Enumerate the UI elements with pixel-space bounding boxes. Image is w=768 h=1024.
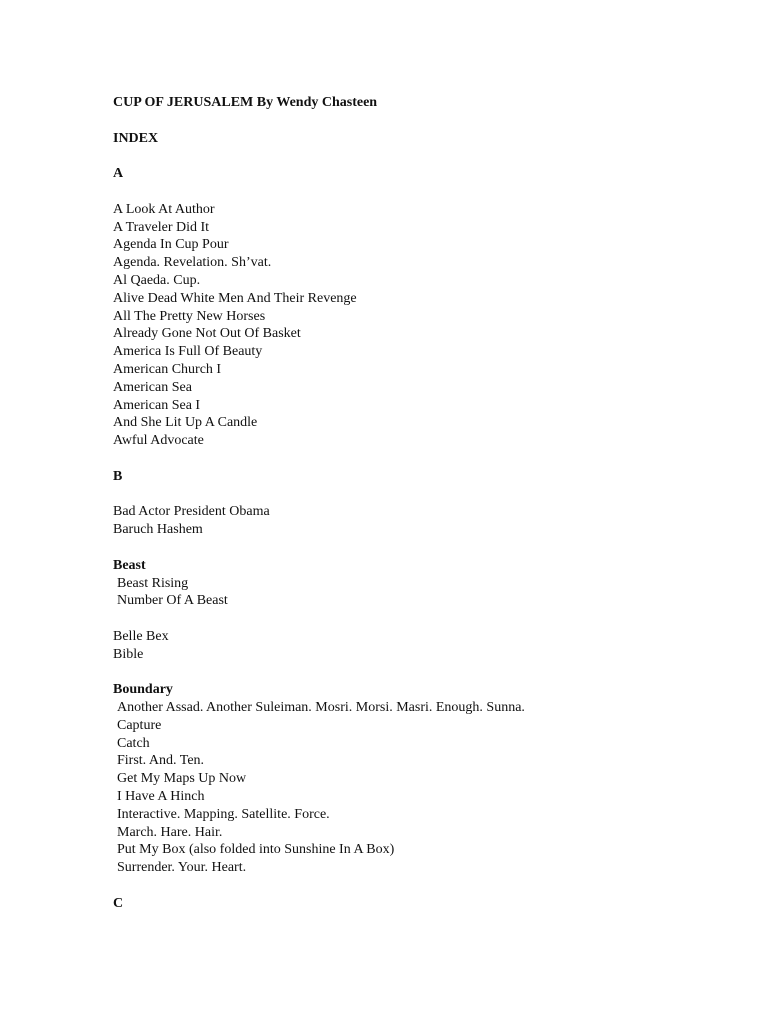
index-entry: A Traveler Did It [113,219,210,235]
index-entry: Bad Actor President Obama [113,504,270,520]
index-entry: Agenda. Revelation. Sh’vat. [113,255,272,271]
index-entry: Agenda In Cup Pour [113,237,229,253]
index-entry: Belle Bex [113,628,169,644]
sub-index-entry: Another Assad. Another Suleiman. Mosri. Morsi. Masri. Enough. Sunna. [117,700,525,716]
sub-index-entry: Number Of A Beast [117,593,228,609]
index-entry: A Look At Author [113,201,215,217]
section-letter-b: B [113,468,123,484]
sub-index-entry: Catch [117,735,150,751]
section-a-list [113,201,733,450]
index-entry: America Is Full Of Beauty [113,344,263,360]
sub-index-entry: Interactive. Mapping. Satellite. Force. [117,806,330,822]
document-page [113,94,733,913]
sub-index-entry: Put My Box (also folded into Sunshine In A Box) [117,842,395,858]
sub-index-entry: Get My Maps Up Now [117,771,247,787]
sub-index-entry: Capture [117,717,162,733]
sub-index-entry: Surrender. Your. Heart. [117,860,247,876]
index-entry: Already Gone Not Out Of Basket [113,326,301,342]
index-entry: American Church I [113,361,222,377]
section-b-list-continued [113,628,733,664]
subheading-boundary: Boundary [113,682,173,698]
index-entry: Baruch Hashem [113,522,203,538]
index-entry: Awful Advocate [113,433,204,449]
index-entry: American Sea I [113,397,201,413]
sub-index-entry: I Have A Hinch [117,789,205,805]
index-entry: Al Qaeda. Cup. [113,272,201,288]
index-entry: American Sea [113,379,192,395]
beast-sublist [113,575,733,611]
section-b-list [113,503,733,539]
index-entry: Alive Dead White Men And Their Revenge [113,290,357,306]
boundary-sublist [113,699,733,877]
subheading-beast: Beast [113,557,146,573]
index-heading: INDEX [113,130,159,146]
sub-index-entry: Beast Rising [117,575,189,591]
document-title: CUP OF JERUSALEM By Wendy Chasteen [113,95,378,110]
section-letter-c: C [113,895,124,911]
index-entry: All The Pretty New Horses [113,308,266,324]
index-entry: And She Lit Up A Candle [113,415,258,431]
sub-index-entry: March. Hare. Hair. [117,824,223,840]
sub-index-entry: First. And. Ten. [117,753,205,769]
section-letter-a: A [113,166,124,182]
index-entry: Bible [113,646,144,662]
